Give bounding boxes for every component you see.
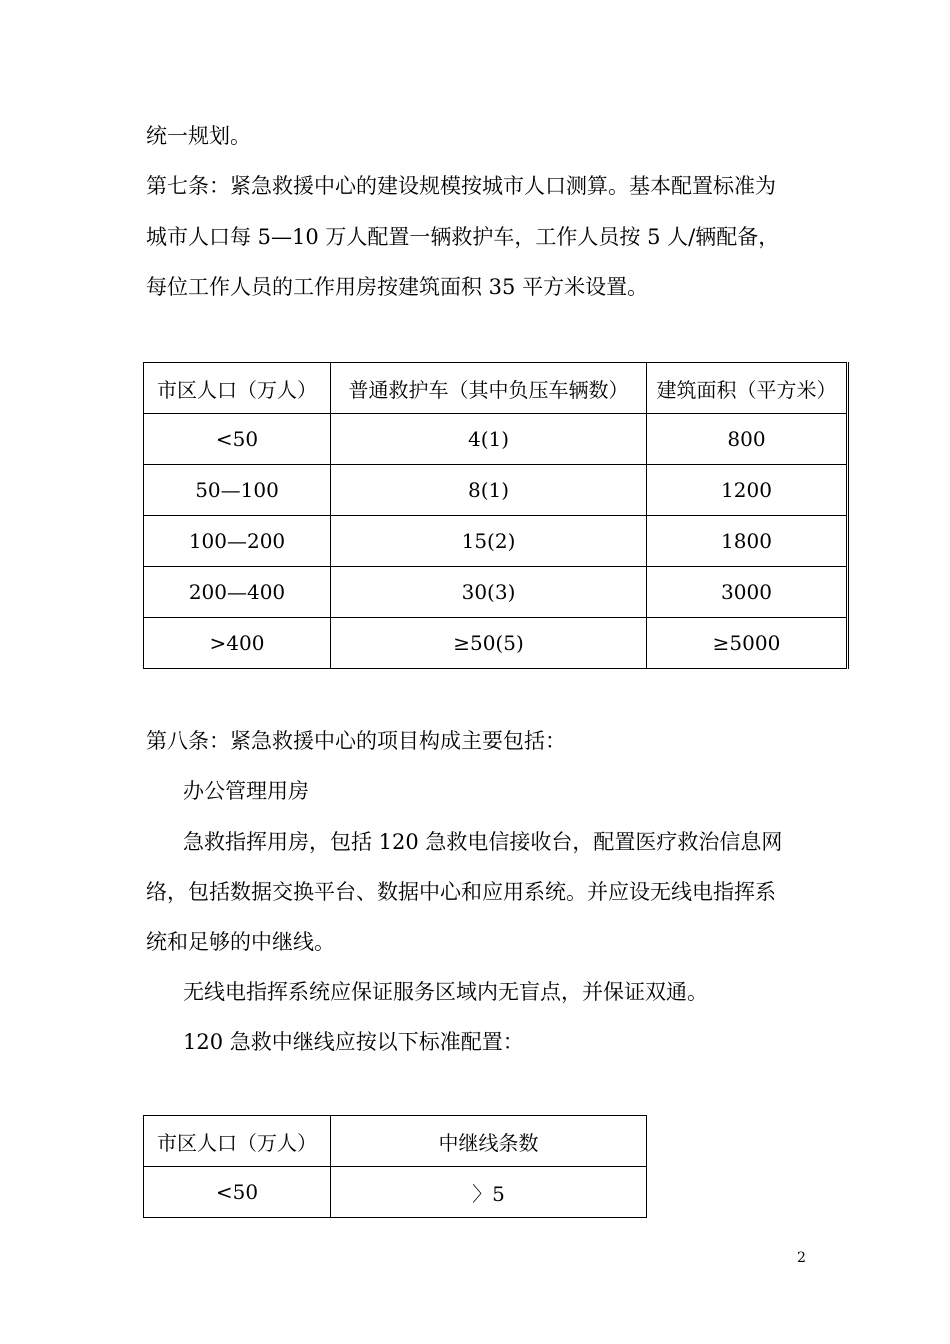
table-cell: 100—200 — [144, 516, 331, 567]
table-cell: <50 — [144, 414, 331, 465]
trunk-line-table — [143, 1115, 647, 1218]
table-cell: 200—400 — [144, 567, 331, 618]
table-header-row — [144, 1116, 647, 1167]
table-cell: ≥50(5) — [331, 618, 647, 669]
dispatch-item-line-3: 统和足够的中继线。 — [146, 930, 335, 954]
table-cell: ≥5000 — [647, 618, 848, 669]
table-cell: 4(1) — [331, 414, 647, 465]
table-cell: 3000 — [647, 567, 848, 618]
table-cell: 〉5 — [331, 1167, 647, 1218]
article-8-line-1: 第八条：紧急救援中心的项目构成主要包括： — [146, 729, 566, 753]
office-item: 办公管理用房 — [183, 779, 309, 803]
table-cell: 50—100 — [144, 465, 331, 516]
page-number: 2 — [797, 1250, 806, 1266]
table-header-cell: 市区人口（万人） — [144, 363, 331, 414]
table-header-cell: 建筑面积（平方米） — [647, 363, 848, 414]
radio-system-line: 无线电指挥系统应保证服务区域内无盲点，并保证双通。 — [183, 980, 708, 1004]
article-7-line-3: 每位工作人员的工作用房按建筑面积 35 平方米设置。 — [146, 275, 649, 299]
table-cell: 800 — [647, 414, 848, 465]
table-row — [144, 414, 848, 465]
table-cell: 1800 — [647, 516, 848, 567]
table-header-row — [144, 363, 848, 414]
table-cell: <50 — [144, 1167, 331, 1218]
table-row — [144, 1167, 647, 1218]
paragraph-continuation: 统一规划。 — [146, 124, 251, 148]
article-7-line-2: 城市人口每 5—10 万人配置一辆救护车，工作人员按 5 人/辆配备， — [146, 225, 780, 249]
table-cell: 30(3) — [331, 567, 647, 618]
table-header-cell: 中继线条数 — [331, 1116, 647, 1167]
table-header-cell: 普通救护车（其中负压车辆数） — [331, 363, 647, 414]
dispatch-item-line-2: 络，包括数据交换平台、数据中心和应用系统。并应设无线电指挥系 — [146, 880, 776, 904]
dispatch-item-line-1: 急救指挥用房，包括 120 急救电信接收台，配置医疗救治信息网 — [183, 830, 783, 854]
table-row — [144, 618, 848, 669]
table-cell: >400 — [144, 618, 331, 669]
trunk-line-intro: 120 急救中继线应按以下标准配置： — [183, 1030, 524, 1054]
ambulance-config-table — [143, 362, 849, 669]
table-row — [144, 465, 848, 516]
table-row — [144, 567, 848, 618]
article-7-line-1: 第七条：紧急救援中心的建设规模按城市人口测算。基本配置标准为 — [146, 174, 776, 198]
table-header-cell: 市区人口（万人） — [144, 1116, 331, 1167]
table-cell: 15(2) — [331, 516, 647, 567]
table-cell: 8(1) — [331, 465, 647, 516]
table-row — [144, 516, 848, 567]
table-cell: 1200 — [647, 465, 848, 516]
